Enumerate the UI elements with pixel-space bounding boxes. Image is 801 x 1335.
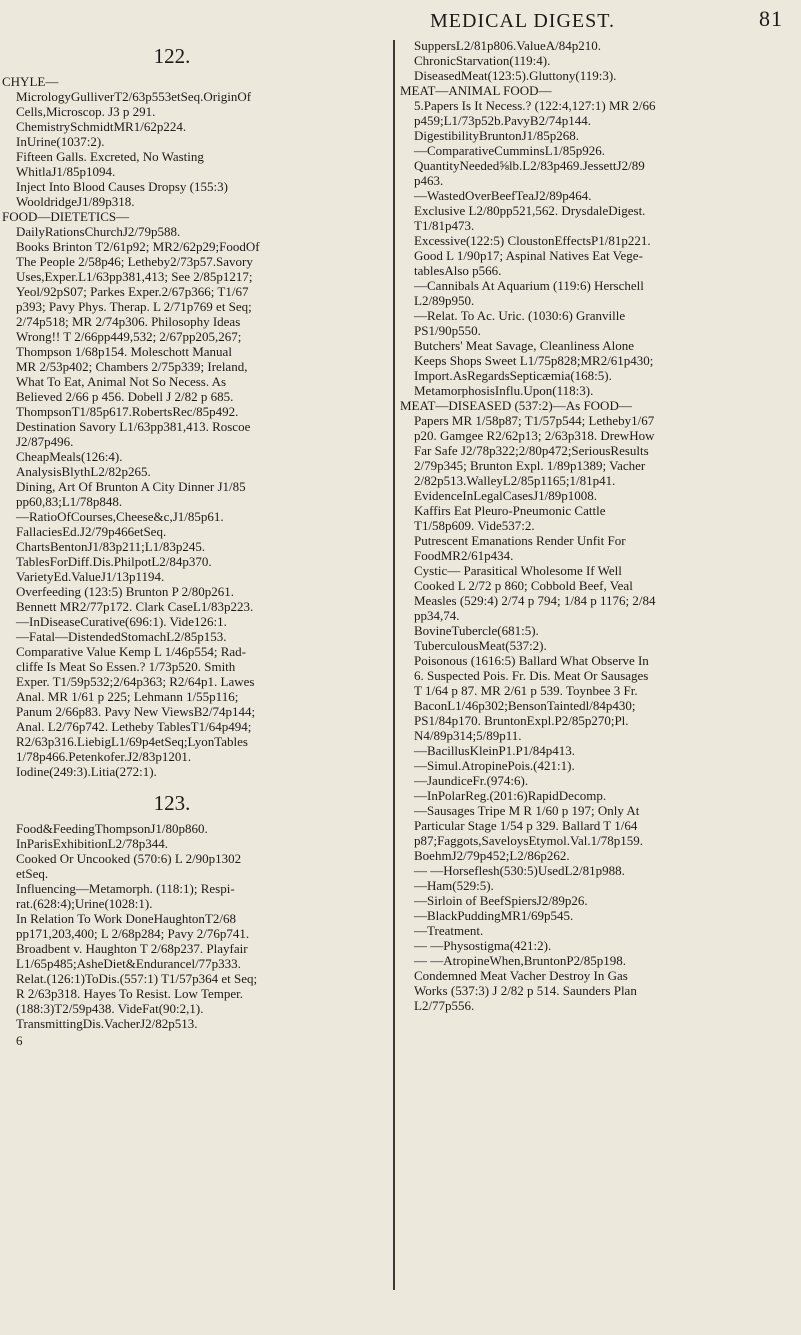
entry-line: Cooked L 2/72 p 860; Cobbold Beef, Veal [414,578,633,593]
entry-line: Anal. L2/76p742. Letheby TablesT1/64p494; [16,719,252,734]
entry-line: DiseasedMeat(123:5).Gluttony(119:3). [414,68,617,83]
entry-line: Comparative Value Kemp L 1/46p554; Rad- [16,644,246,659]
entry-line: p87;Faggots,SaveloysEtymol.Val.1/78p159. [414,833,643,848]
entry-line: FOOD—DIETETICS— [2,209,130,224]
entry-line: —Cannibals At Aquarium (119:6) Herschell [414,278,644,293]
entry-line: MR 2/53p402; Chambers 2/75p339; Ireland, [16,359,248,374]
entry-line: InUrine(1037:2). [16,134,105,149]
entry-line: CheapMeals(126:4). [16,449,123,464]
entry-line: Works (537:3) J 2/82 p 514. Saunders Plan [414,983,637,998]
entry-line: EvidenceInLegalCasesJ1/89p1008. [414,488,598,503]
entry-line: cliffe Is Meat So Essen.? 1/73p520. Smith [16,659,236,674]
entry-line: Believed 2/66 p 456. Dobell J 2/82 p 685. [16,389,234,404]
entry-line: ChemistrySchmidtMR1/62p224. [16,119,187,134]
entry-line: VarietyEd.ValueJ1/13p1194. [16,569,165,584]
entry-line: Wrong!! T 2/66pp449,532; 2/67pp205,267; [16,329,242,344]
entry-line: Cystic— Parasitical Wholesome If Well [414,563,622,578]
section-number: 122. [153,44,191,68]
entry-line: Import.AsRegardsSepticæmia(168:5). [414,368,612,383]
entry-line: N4/89p314;5/89p11. [414,728,522,743]
entry-list [2,821,390,1031]
entry-line: Broadbent v. Haughton T 2/68p237. Playfair [16,941,248,956]
entry-line: Yeol/92pS07; Parkes Exper.2/67p366; T1/67 [16,284,249,299]
entry-line: PS1/84p170. BruntonExpl.P2/85p270;Pl. [414,713,629,728]
entry-line: pp60,83;L1/78p848. [16,494,123,509]
entry-line: The People 2/58p46; Letheby2/73p57.Savory [16,254,253,269]
entry-line: BoehmJ2/79p452;L2/86p262. [414,848,570,863]
entry-line: p20. Gamgee R2/62p13; 2/63p318. DrewHow [414,428,655,443]
entry-line: Iodine(249:3).Litia(272:1). [16,764,157,779]
entry-line: 2/79p345; Brunton Expl. 1/89p1389; Vacher [414,458,646,473]
entry-line: Thompson 1/68p154. Moleschott Manual [16,344,232,359]
entry-line: —BacillusKleinP1.P1/84p413. [414,743,576,758]
entry-line: FallaciesEd.J2/79p466etSeq. [16,524,167,539]
entry-line: 5.Papers Is It Necess.? (122:4,127:1) MR 2/66 [414,98,656,113]
entry-line: etSeq. [16,866,49,881]
entry-line: Relat.(126:1)ToDis.(557:1) T1/57p364 et Seq; [16,971,258,986]
entry-line: DailyRationsChurchJ2/79p588. [16,224,181,239]
entry-line: T1/58p609. Vide537:2. [414,518,535,533]
entry-line: WhitlaJ1/85p1094. [16,164,116,179]
entry-line: p459;L1/73p52b.PavyB2/74p144. [414,113,591,128]
entry-line: Uses,Exper.L1/63pp381,413; See 2/85p1217; [16,269,253,284]
entry-line: In Relation To Work DoneHaughtonT2/68 [16,911,236,926]
entry-line: 2/74p518; MR 2/74p306. Philosophy Ideas [16,314,241,329]
entry-line: Overfeeding (123:5) Brunton P 2/80p261. [16,584,234,599]
page-number: 81 [759,6,783,31]
entry-line: T1/81p473. [414,218,475,233]
entry-line: 1/78p466.Petenkofer.J2/83p1201. [16,749,192,764]
entry-line: SuppersL2/81p806.ValueA/84p210. [414,38,602,53]
entry-line: — —Physostigma(421:2). [414,938,552,953]
entry-line: Cells,Microscop. J3 p 291. [16,104,156,119]
entry-line: —RatioOfCourses,Cheese&c,J1/85p61. [16,509,224,524]
entry-line: Butchers' Meat Savage, Cleanliness Alone [414,338,635,353]
entry-line: L1/65p485;AsheDiet&Endurancel/77p333. [16,956,241,971]
entry-line: TuberculousMeat(537:2). [414,638,547,653]
entry-line: ChronicStarvation(119:4). [414,53,551,68]
entry-line: —Sausages Tripe M R 1/60 p 197; Only At [414,803,640,818]
entry-line: Condemned Meat Vacher Destroy In Gas [414,968,628,983]
entry-line: p463. [414,173,444,188]
column-rule [393,40,395,1290]
entry-line: Papers MR 1/58p87; T1/57p544; Letheby1/67 [414,413,655,428]
entry-line: Exclusive L2/80pp521,562. DrysdaleDigest. [414,203,646,218]
signature-mark: 6 [16,1033,23,1048]
entry-line: —BlackPuddingMR1/69p545. [414,908,574,923]
entry-line: —Sirloin of BeefSpiersJ2/89p26. [414,893,588,908]
left-column [0,38,390,1049]
entry-line: Particular Stage 1/54 p 329. Ballard T 1/64 [414,818,638,833]
entry-line: J2/87p496. [16,434,74,449]
entry-line: MicrologyGulliverT2/63p553etSeq.OriginOf [16,89,252,104]
entry-line: Dining, Art Of Brunton A City Dinner J1/85 [16,479,246,494]
entry-line: —JaundiceFr.(974:6). [414,773,529,788]
entry-line: Bennett MR2/77p172. Clark CaseL1/83p223. [16,599,254,614]
entry-line: Cooked Or Uncooked (570:6) L 2/90p1302 [16,851,242,866]
entry-line: Anal. MR 1/61 p 225; Lehmann 1/55p116; [16,689,239,704]
entry-line: MEAT—DISEASED (537:2)—As FOOD— [400,398,632,413]
entry-line: —Fatal—DistendedStomachL2/85p153. [16,629,227,644]
right-column [400,38,794,1013]
running-title: MEDICAL DIGEST. [430,10,615,32]
section-number: 123. [153,791,191,815]
entry-line: MEAT—ANIMAL FOOD— [400,83,552,98]
entry-line: Keeps Shops Sweet L1/75p828;MR2/61p430; [414,353,654,368]
entry-line: Panum 2/66p83. Pavy New ViewsB2/74p144; [16,704,256,719]
entry-line: Far Safe J2/78p322;2/80p472;SeriousResults [414,443,649,458]
entry-line: QuantityNeeded⅝lb.L2/83p469.JessettJ2/89 [414,158,645,173]
entry-line: Exper. T1/59p532;2/64p363; R2/64p1. Lawes [16,674,255,689]
entry-line: TransmittingDis.VacherJ2/82p513. [16,1016,198,1031]
entry-line: —Treatment. [414,923,484,938]
entry-line: R 2/63p318. Hayes To Resist. Low Temper. [16,986,243,1001]
entry-line: Excessive(122:5) CloustonEffectsP1/81p221. [414,233,651,248]
entry-line: — —AtropineWhen,BruntonP2/85p198. [414,953,626,968]
entry-line: BaconL1/46p302;BensonTaintedl/84p430; [414,698,636,713]
entry-line: FoodMR2/61p434. [414,548,514,563]
entry-line: —Ham(529:5). [414,878,494,893]
entry-line: —InPolarReg.(201:6)RapidDecomp. [414,788,607,803]
entry-line: pp34,74. [414,608,460,623]
entry-line: Inject Into Blood Causes Dropsy (155:3) [16,179,228,194]
entry-line: rat.(628:4);Urine(1028:1). [16,896,153,911]
entry-line: ChartsBentonJ1/83p211;L1/83p245. [16,539,206,554]
entry-line: —WastedOverBeefTeaJ2/89p464. [414,188,592,203]
entry-line: tablesAlso p566. [414,263,502,278]
entry-line: Putrescent Emanations Render Unfit For [414,533,626,548]
entry-line: Good L 1/90p17; Aspinal Natives Eat Vege- [414,248,643,263]
entry-line: 2/82p513.WalleyL2/85p1165;1/81p41. [414,473,616,488]
entry-line: Influencing—Metamorph. (118:1); Respi- [16,881,235,896]
entry-list [2,74,390,779]
entry-line: — —Horseflesh(530:5)UsedL2/81p988. [414,863,625,878]
entry-line: 6. Suspected Pois. Fr. Dis. Meat Or Sausages [414,668,649,683]
entry-line: R2/63p316.LiebigL1/69p4etSeq;LyonTables [16,734,248,749]
entry-line: Poisonous (1616:5) Ballard What Observe In [414,653,649,668]
entry-line: PS1/90p550. [414,323,481,338]
entry-line: AnalysisBlythL2/82p265. [16,464,151,479]
entry-line: MetamorphosisInflu.Upon(118:3). [414,383,594,398]
entry-line: —InDiseaseCurative(696:1). Vide126:1. [16,614,227,629]
entry-line: Kaffirs Eat Pleuro-Pneumonic Cattle [414,503,606,518]
entry-line: Fifteen Galls. Excreted, No Wasting [16,149,204,164]
entry-line: BovineTubercle(681:5). [414,623,539,638]
entry-line: Food&FeedingThompsonJ1/80p860. [16,821,208,836]
entry-line: —ComparativeCumminsL1/85p926. [414,143,606,158]
entry-line: —Relat. To Ac. Uric. (1030:6) Granville [414,308,626,323]
entry-line: pp171,203,400; L 2/68p284; Pavy 2/76p741. [16,926,250,941]
entry-line: TablesForDiff.Dis.PhilpotL2/84p370. [16,554,212,569]
entry-line: InParisExhibitionL2/78p344. [16,836,169,851]
entry-line: T 1/64 p 87. MR 2/61 p 539. Toynbee 3 Fr. [414,683,638,698]
entry-line: p393; Pavy Phys. Therap. L 2/71p769 et Seq; [16,299,252,314]
entry-line: WooldridgeJ1/89p318. [16,194,135,209]
entry-line: DigestibilityBruntonJ1/85p268. [414,128,580,143]
entry-line: Destination Savory L1/63pp381,413. Roscoe [16,419,251,434]
entry-line: What To Eat, Animal Not So Necess. As [16,374,227,389]
entry-line: L2/77p556. [414,998,475,1013]
entry-line: ThompsonT1/85p617.RobertsRec/85p492. [16,404,239,419]
entry-list [400,38,794,1013]
entry-line: —Simul.AtropinePois.(421:1). [414,758,575,773]
running-head [0,6,801,32]
entry-line: CHYLE— [2,74,59,89]
entry-line: Books Brinton T2/61p92; MR2/62p29;FoodOf [16,239,260,254]
entry-line: Measles (529:4) 2/74 p 794; 1/84 p 1176; 2/84 [414,593,656,608]
entry-line: L2/89p950. [414,293,475,308]
entry-line: (188:3)T2/59p438. VideFat(90:2,1). [16,1001,204,1016]
